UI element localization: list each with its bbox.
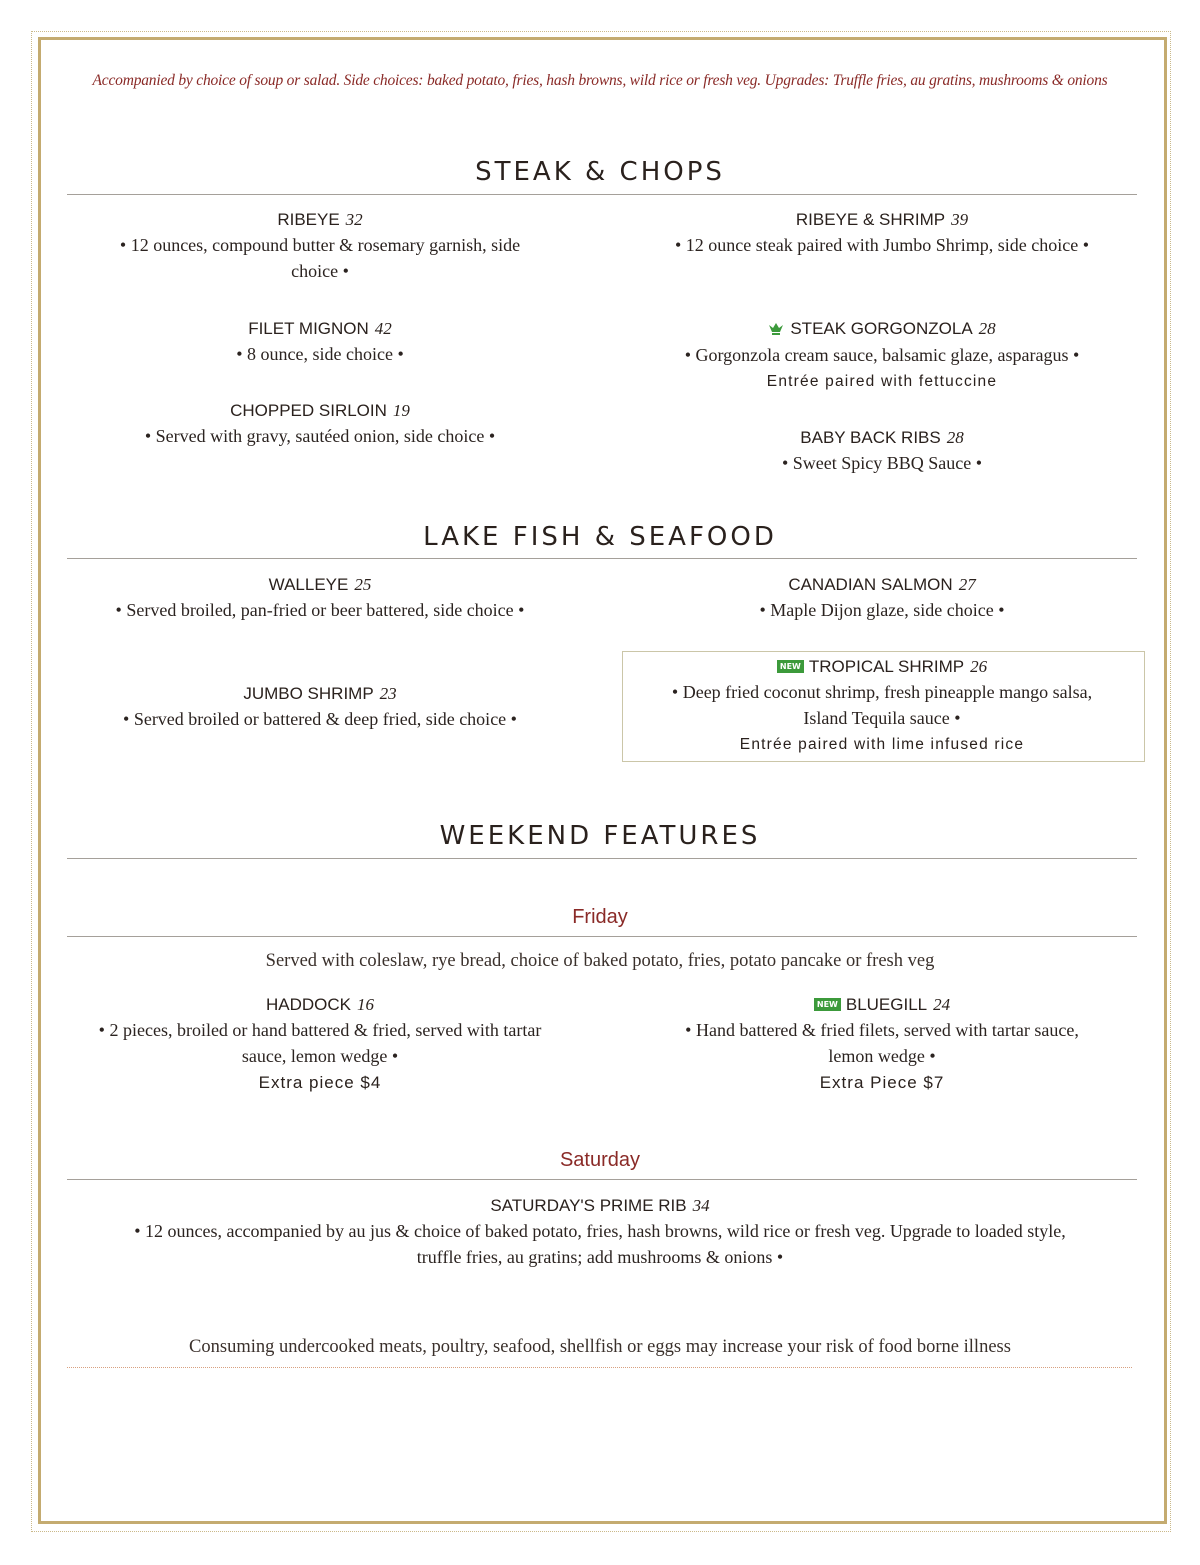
item-pairing: Entrée paired with lime infused rice bbox=[739, 736, 1025, 753]
dotted-divider bbox=[67, 1367, 1132, 1368]
section-title-steak: STEAK & CHOPS bbox=[475, 157, 725, 187]
item-name: BLUEGILL bbox=[845, 995, 928, 1014]
item-description: • Deep fried coconut shrimp, fresh pineapple mango salsa, Island Tequila sauce • bbox=[671, 682, 1093, 728]
item-name: CANADIAN SALMON bbox=[788, 575, 953, 594]
section-title-seafood: LAKE FISH & SEAFOOD bbox=[423, 522, 777, 552]
item-description: • Served broiled or battered & deep fried, side choice • bbox=[123, 709, 517, 729]
item-price: 28 bbox=[946, 428, 964, 447]
menu-item-canadian-salmon bbox=[650, 572, 1114, 623]
day-divider bbox=[67, 936, 1137, 937]
menu-item-chopped-sirloin bbox=[90, 398, 550, 449]
item-name: TROPICAL SHRIMP bbox=[808, 657, 965, 676]
item-name: JUMBO SHRIMP bbox=[243, 684, 374, 703]
item-description: • Served broiled, pan-fried or beer battered, side choice • bbox=[115, 600, 525, 620]
menu-item-jumbo-shrimp bbox=[90, 681, 550, 732]
item-price: 23 bbox=[379, 684, 397, 703]
item-description: • Sweet Spicy BBQ Sauce • bbox=[781, 453, 983, 473]
item-name: SATURDAY'S PRIME RIB bbox=[490, 1196, 687, 1215]
item-price: 27 bbox=[958, 575, 976, 594]
item-price: 25 bbox=[354, 575, 372, 594]
item-description: • 12 ounces, compound butter & rosemary garnish, side choice • bbox=[119, 235, 521, 281]
item-price: 34 bbox=[692, 1196, 710, 1215]
item-name: CHOPPED SIRLOIN bbox=[230, 401, 387, 420]
item-price: 16 bbox=[357, 995, 374, 1014]
section-divider bbox=[67, 858, 1137, 859]
item-price: 32 bbox=[345, 210, 363, 229]
menu-item-haddock bbox=[90, 992, 550, 1096]
item-description: • 12 ounce steak paired with Jumbo Shrimp, side choice • bbox=[674, 235, 1090, 255]
item-name: HADDOCK bbox=[265, 995, 351, 1014]
item-name: STEAK GORGONZOLA bbox=[790, 319, 973, 338]
item-price: 19 bbox=[392, 401, 410, 420]
day-title-saturday: Saturday bbox=[559, 1149, 641, 1171]
menu-item-ribeye-shrimp bbox=[650, 207, 1114, 258]
item-name: WALLEYE bbox=[268, 575, 349, 594]
item-extra: Extra piece $4 bbox=[258, 1073, 382, 1092]
item-description: • Served with gravy, sautéed onion, side choice • bbox=[144, 426, 496, 446]
item-description: • Gorgonzola cream sauce, balsamic glaze, asparagus • bbox=[684, 345, 1080, 365]
new-badge: NEW bbox=[777, 660, 804, 673]
item-description: • Hand battered & fried filets, served with tartar sauce, lemon wedge • bbox=[685, 1020, 1079, 1066]
item-price: 28 bbox=[978, 319, 996, 338]
friday-note: Served with coleslaw, rye bread, choice of baked potato, fries, potato pancake or fresh veg bbox=[265, 951, 935, 971]
menu-item-tropical-shrimp bbox=[640, 654, 1124, 758]
item-price: 42 bbox=[374, 319, 392, 338]
menu-item-bluegill bbox=[650, 992, 1114, 1096]
crown-icon bbox=[768, 317, 784, 342]
new-badge: NEW bbox=[814, 998, 841, 1011]
item-price: 39 bbox=[951, 210, 969, 229]
menu-item-steak-gorgonzola bbox=[640, 316, 1124, 395]
item-name: RIBEYE & SHRIMP bbox=[795, 210, 946, 229]
menu-item-walleye bbox=[90, 572, 550, 623]
intro-note: Accompanied by choice of soup or salad. Side choices: baked potato, fries, hash browns, wild rice or fresh veg. Upgrades: Truffle fries, au gratins, mushrooms & onions bbox=[92, 72, 1108, 89]
item-pairing: Entrée paired with fettuccine bbox=[766, 373, 998, 390]
item-description: • 8 ounce, side choice • bbox=[236, 344, 404, 364]
item-name: RIBEYE bbox=[277, 210, 340, 229]
item-name: BABY BACK RIBS bbox=[800, 428, 941, 447]
item-price: 24 bbox=[933, 995, 951, 1014]
food-safety-disclaimer: Consuming undercooked meats, poultry, seafood, shellfish or eggs may increase your risk of food borne illness bbox=[189, 1337, 1011, 1357]
day-title-friday: Friday bbox=[572, 906, 628, 928]
section-divider bbox=[67, 194, 1137, 195]
item-name: FILET MIGNON bbox=[248, 319, 369, 338]
item-description: • 12 ounces, accompanied by au jus & choice of baked potato, fries, hash browns, wild rice or fresh veg. Upgrade to loaded style, truffle fries, au gratins; add mushrooms & onions • bbox=[134, 1221, 1066, 1267]
item-extra: Extra Piece $7 bbox=[819, 1073, 945, 1092]
section-title-weekend: WEEKEND FEATURES bbox=[439, 821, 761, 851]
menu-item-prime-rib bbox=[110, 1193, 1090, 1270]
section-divider bbox=[67, 558, 1137, 559]
menu-item-filet-mignon bbox=[90, 316, 550, 367]
item-price: 26 bbox=[970, 657, 988, 676]
item-description: • Maple Dijon glaze, side choice • bbox=[759, 600, 1005, 620]
day-divider bbox=[67, 1179, 1137, 1180]
menu-item-baby-back-ribs bbox=[650, 425, 1114, 476]
item-description: • 2 pieces, broiled or hand battered & fried, served with tartar sauce, lemon wedge • bbox=[98, 1020, 542, 1066]
menu-item-ribeye bbox=[90, 207, 550, 284]
